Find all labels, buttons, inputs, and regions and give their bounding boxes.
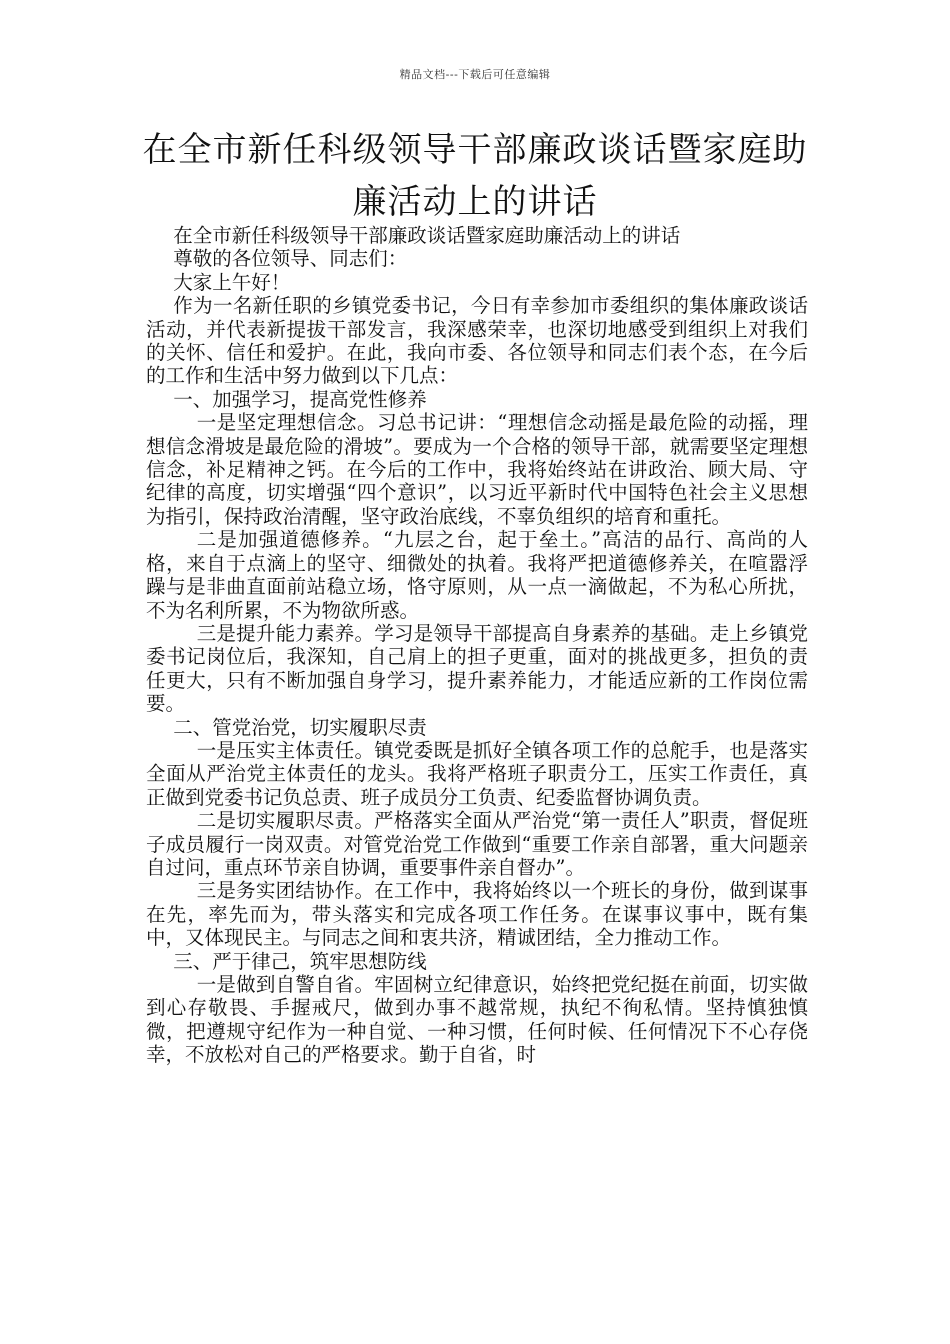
paragraph: 三是提升能力素养。学习是领导干部提高自身素养的基础。走上乡镇党委书记岗位后，我深知，自己肩上的担子更重，面对的挑战更多，担负的责任更大，只有不断加强自身学习，提升素养能力，才能适应新的工作岗位需要。 xyxy=(146,621,808,716)
paragraph: 在全市新任科级领导干部廉政谈话暨家庭助廉活动上的讲话 xyxy=(173,224,681,247)
paragraph: 二是切实履职尽责。严格落实全面从严治党“第一责任人”职责，督促班子成员履行一岗双责。对管党治党工作做到“重要工作亲自部署，重大问题亲自过问，重点环节亲自协调，重要事件亲自督办”。 xyxy=(146,809,808,879)
section-heading: 二、管党治党，切实履职尽责 xyxy=(173,715,427,739)
document-title: 在全市新任科级领导干部廉政谈话暨家庭助廉活动上的讲话 xyxy=(142,130,808,222)
paragraph: 二是加强道德修养。“九层之台，起于垒土。”高洁的品行、高尚的人格，来自于点滴上的坚守、细微处的执着。我将严把道德修养关，在喧嚣浮躁与是非曲直面前站稳立场，恪守原则，从一点一滴做起，不为私心所扰，不为名利所累，不为物欲所惑。 xyxy=(146,528,808,622)
section-heading: 一、加强学习，提高党性修养 xyxy=(173,387,427,411)
paragraph: 一是做到自警自省。牢固树立纪律意识，始终把党纪挺在前面，切实做到心存敬畏、手握戒尺，做到办事不越常规，执纪不徇私情。坚持慎独慎微，把遵规守纪作为一种自觉、一种习惯，任何时候、任何情况下不心存侥幸，不放松对自己的严格要求。勤于自省，时 xyxy=(146,973,808,1067)
header-note: 精品文档---下载后可任意编辑 xyxy=(399,68,551,81)
paragraph: 三是务实团结协作。在工作中，我将始终以一个班长的身份，做到谋事在先，率先而为，带头落实和完成各项工作任务。在谋事议事中，既有集中，又体现民主。与同志之间和衷共济，精诚团结，全力推动工作。 xyxy=(146,879,808,950)
section-heading: 三、严于律己，筑牢思想防线 xyxy=(173,949,427,973)
paragraph: 作为一名新任职的乡镇党委书记，今日有幸参加市委组织的集体廉政谈话活动，并代表新提拔干部发言，我深感荣幸，也深切地感受到组织上对我们的关怀、信任和爱护。在此，我向市委、各位领导和同志们表个态，在今后的工作和生活中努力做到以下几点： xyxy=(146,294,808,388)
paragraph: 一是坚定理想信念。习总书记讲：“理想信念动摇是最危险的动摇，理想信念滑坡是最危险的滑坡”。要成为一个合格的领导干部，就需要坚定理想信念，补足精神之钙。在今后的工作中，我将始终站在讲政治、顾大局、守纪律的高度，切实增强“四个意识”，以习近平新时代中国特色社会主义思想为指引，保持政治清醒，坚守政治底线，不辜负组织的培育和重托。 xyxy=(146,411,808,528)
greeting: 大家上午好！ xyxy=(173,270,291,294)
paragraph: 一是压实主体责任。镇党委既是抓好全镇各项工作的总舵手，也是落实全面从严治党主体责任的龙头。我将严格班子职责分工，压实工作责任，真正做到党委书记负总责、班子成员分工负责、纪委监督协调负责。 xyxy=(146,738,808,809)
document-body xyxy=(146,224,808,1067)
salutation: 尊敬的各位领导、同志们： xyxy=(173,247,408,271)
